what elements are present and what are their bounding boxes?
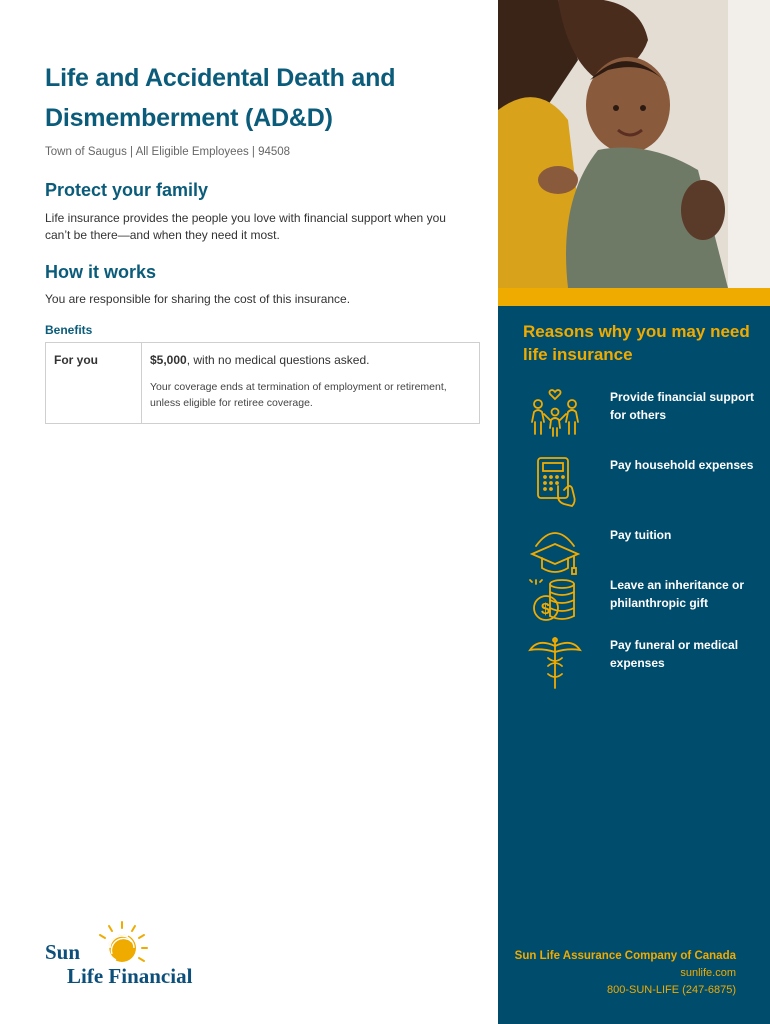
sidebar — [498, 0, 770, 1024]
website-link[interactable]: sunlife.com — [680, 967, 736, 979]
graduation-cap-icon — [528, 526, 582, 580]
reasons-panel — [498, 306, 770, 1024]
sun-life-logo — [40, 912, 225, 992]
benefit-details — [142, 343, 479, 423]
family-photo — [498, 0, 770, 288]
reason-item — [498, 388, 770, 448]
reasons-title: Reasons why you may need life insurance — [523, 322, 750, 364]
protect-heading: Protect your family — [45, 180, 209, 200]
reason-item — [498, 576, 770, 636]
gold-stripe — [498, 288, 770, 306]
page-title: Life and Accidental Death and Dismemberment (AD&D) — [45, 64, 396, 132]
how-heading: How it works — [45, 262, 157, 282]
caduceus-icon — [528, 636, 582, 690]
contact-footer — [515, 948, 736, 999]
reason-label: Pay tuition — [610, 528, 672, 542]
money-coins-icon — [528, 576, 582, 630]
logo-text-life-financial: Life Financial — [67, 964, 193, 988]
benefits-table — [45, 342, 480, 424]
protect-body: Life insurance provides the people you love with financial support when you can’t be there—and when they need it most. — [45, 211, 446, 242]
reason-item — [498, 636, 770, 696]
phone-number[interactable]: 800-SUN-LIFE (247-6875) — [606, 984, 736, 996]
reason-label: Pay funeral or medical expenses — [610, 638, 739, 670]
page-subtitle: Town of Saugus | All Eligible Employees | 94508 — [45, 146, 291, 158]
calculator-icon — [528, 456, 582, 510]
svg-text:$: $ — [541, 601, 550, 618]
reason-label: Leave an inheritance or philanthropic gift — [610, 578, 745, 610]
reason-label: Provide financial support for others — [610, 390, 755, 422]
benefits-label: Benefits — [45, 323, 93, 337]
benefit-amount: $5,000 — [150, 353, 187, 367]
reason-item — [498, 456, 770, 516]
benefit-amount-line — [150, 353, 471, 367]
parent-child-image — [498, 0, 770, 288]
company-name: Sun Life Assurance Company of Canada — [514, 950, 736, 962]
benefit-amount-suffix: , with no medical questions asked. — [186, 353, 370, 367]
benefit-note: Your coverage ends at termination of employment or retirement, unless eligible for retiree coverage. — [150, 381, 447, 409]
family-icon — [528, 388, 582, 442]
reason-label: Pay household expenses — [610, 458, 754, 472]
how-body: You are responsible for sharing the cost of this insurance. — [45, 292, 351, 306]
logo-text-sun: Sun — [45, 940, 81, 964]
benefit-who: For you — [46, 343, 142, 423]
